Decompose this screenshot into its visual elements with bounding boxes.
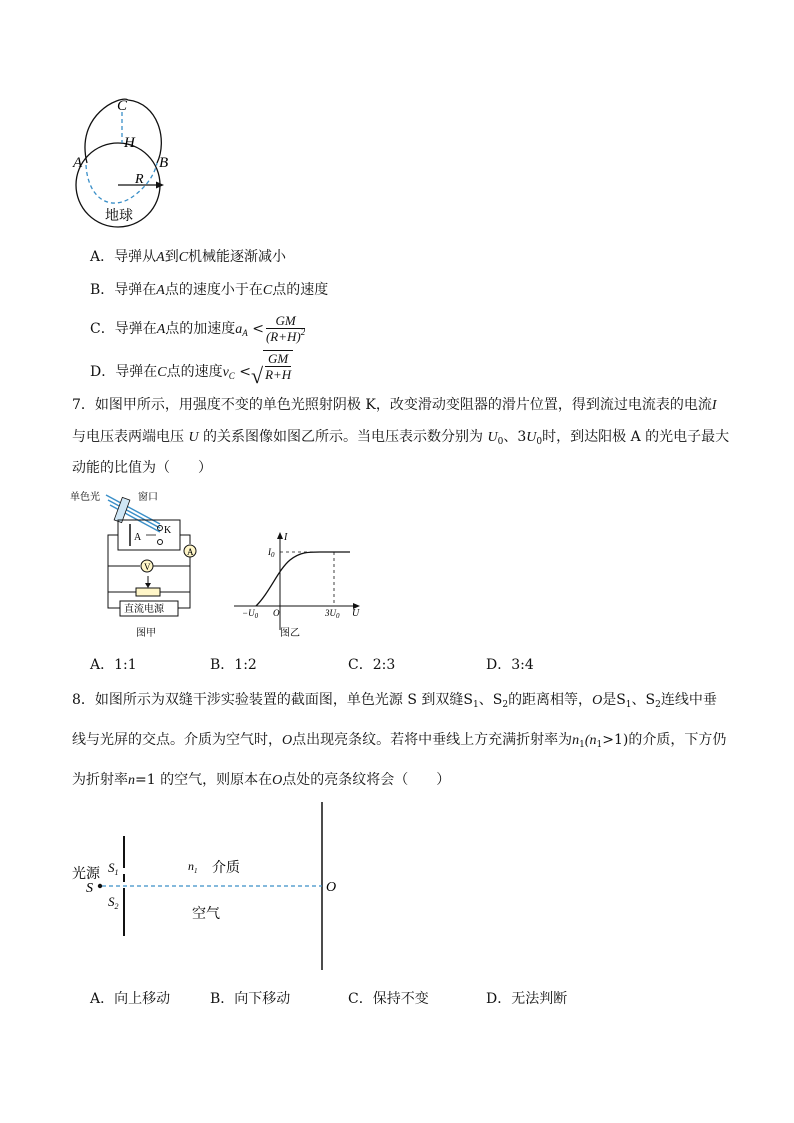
svg-text:S1: $S_1$ [108,860,119,877]
svg-text:n1: $n_1$ [188,859,198,875]
label-anode: A [134,532,142,543]
svg-text:3U0: $3U_0$ [325,608,340,620]
svg-text:S2: $S_2$ [108,894,119,911]
label-medium: 介质 [212,861,240,876]
label-O: O [326,880,337,895]
slider-arrow [145,583,151,588]
fraction-gm-over-rh2: $\frac{GM}{(R+H)^2}$ [265,312,306,344]
q7-stem-line1: 7．如图甲所示，用强度不变的单色光照射阴极 K，改变滑动变阻器的滑片位置，得到流过电流表的电流I [72,397,717,413]
q6-option-a[interactable]: A．导弹从A到C机械能逐渐减小 [90,249,287,265]
label-A: A [73,155,83,171]
q8-stem-line2: 线与光屏的交点。介质为空气时，O点出现亮条纹。若将中垂线上方充满折射率为$n_1(n_1>1)$的介质，下方仍 [72,732,727,750]
q7-stem-line2: 与电压表两端电压 U 的关系图像如图乙所示。当电压表示数分别为 $U_0$、$3U_0$时，到达阳极 A 的光电子最大 [72,429,730,447]
label-voltmeter: V [144,562,151,572]
cathode-dot [158,540,163,545]
q7-stem-line3: 动能的比值为（ ） [72,460,212,476]
label-S: S [86,881,93,896]
q7-option-c[interactable]: C．2:3 [348,657,396,673]
light-ray [108,500,160,528]
wire [178,557,190,608]
svg-text:I0: $I_0$ [268,547,275,559]
label-neg-U0: −U [242,608,255,618]
q8-option-a[interactable]: A．向上移动 [90,991,171,1007]
q7-option-a[interactable]: A．1:1 [90,657,137,673]
rheostat [136,588,160,596]
double-slit-figure [70,798,360,973]
label-n1: n [188,859,194,873]
q6-option-b[interactable]: B．导弹在A点的速度小于在C点的速度 [90,282,329,298]
label-S1: S [108,860,115,875]
wire [180,535,190,544]
label-cathode: K [164,525,172,536]
label-power-supply: 直流电源 [124,604,164,615]
label-S2: S [108,894,115,909]
q7-option-b[interactable]: B．1:2 [210,657,257,673]
label-origin: O [273,608,280,618]
circuit-figure [68,488,213,643]
caption-figure-b: 图乙 [280,628,300,639]
label-I-axis: I [284,532,288,543]
label-I0: I [268,547,271,557]
label-C: C [117,98,128,114]
svg-text:−U0: $-U_0$ [242,608,259,620]
label-earth: 地球 [105,209,133,224]
q6-option-c[interactable]: C．导弹在A点的加速度$a_A$ < $\frac{GM}{(R+H)^2}$ [90,312,306,344]
sqrt-gm-over-rh: √ $\frac{GM}{R+H}$ [251,351,292,389]
label-air: 空气 [192,907,220,922]
q8-stem-line1: 8．如图所示为双缝干涉实验装置的截面图，单色光源 S 到双缝$S_1$、$S_2$的距离相等，O是$S_1$、$S_2$连线中垂 [72,692,717,710]
label-ammeter: A [187,547,194,557]
label-light-source: 光源 [72,867,100,882]
q8-option-b[interactable]: B．向下移动 [210,991,291,1007]
label-R: R [135,172,144,187]
caption-figure-a: 图甲 [136,628,156,639]
label-window: 窗口 [138,492,158,503]
orbit-figure [60,95,190,245]
label-3U0: 3U [325,608,336,618]
light-source-point [98,884,102,888]
q8-stem-line3: 为折射率n=1 的空气，则原本在O点处的亮条纹将会（ ） [72,772,451,788]
q7-option-d[interactable]: D．3:4 [486,657,534,673]
label-B: B [159,155,169,171]
label-H: H [124,135,135,151]
trajectory-dashed-arc [86,163,157,203]
q8-option-d[interactable]: D．无法判断 [486,991,568,1007]
iu-graph [228,530,368,642]
iu-curve [256,552,350,606]
label-monochromatic-light: 单色光 [70,492,100,503]
q6-option-d[interactable]: D．导弹在C点的速度$v_C$ <√ $\frac{GM}{R+H}$ [90,350,293,386]
label-U-axis: U [352,608,360,619]
q8-option-c[interactable]: C．保持不变 [348,991,429,1007]
